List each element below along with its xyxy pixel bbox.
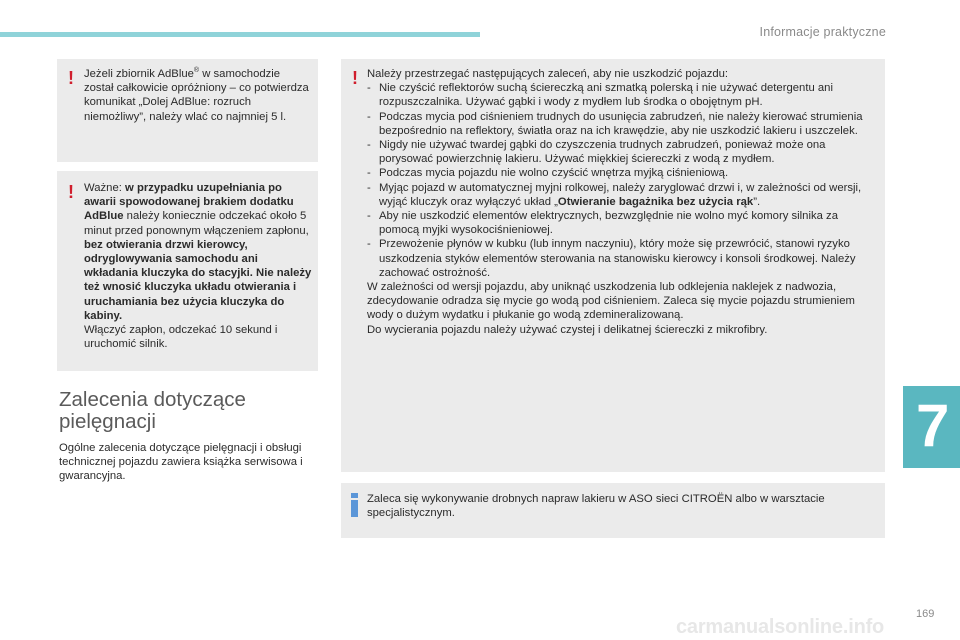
restart-instruction: Włączyć zapłon, odczekać 10 sekund i uruchomić silnik. (84, 324, 278, 351)
list-item: - Nigdy nie używać twardej gąbki do czyszczenia trudnych zabrudzeń, ponieważ może ona porysować powierzchnię lakieru. Używać miękkiej ściereczki z wodą z mydłem. (367, 139, 826, 166)
list-item: - Podczas mycia pojazdu nie wolno czyścić wnętrza myjką ciśnieniową. (367, 167, 729, 180)
list-item: - Nie czyścić reflektorów suchą ściereczką ani szmatką polerską i nie używać detergentu ani rozpuszczalnika. Używać gąbki i wody z mydłem lub środka o obojętnym pH. (367, 82, 833, 109)
page-number: 169 (916, 608, 935, 620)
registered-mark: ® (193, 67, 200, 75)
list-item: - Aby nie uszkodzić elementów elektrycznych, bezwzględnie nie wolno myć komory silnika za pomocą myjki wysokociśnieniowej. (367, 210, 838, 237)
chapter-title: Informacje praktyczne (759, 25, 886, 39)
warning-icon: ! (68, 182, 74, 202)
section-title: Zalecenia dotyczące pielęgnacji (59, 388, 246, 433)
watermark: carmanualsonline.info (676, 616, 885, 638)
list-item: - Przewożenie płynów w kubku (lub innym naczyniu), który może się przewrócić, stanowi ryzyko uszkodzenia styków elementów sterowania na stanowisku kierowcy i konsoli środkowej. Należy zachować ostrożność. (367, 238, 856, 279)
intro-text: Należy przestrzegać następujących zaleceń, aby nie uszkodzić pojazdu: (367, 68, 729, 80)
list-item: - Podczas mycia pod ciśnieniem trudnych do usunięcia zabrudzeń, nie należy kierować strumienia bezpośrednio na reflektory, światła oraz na ich krawędzie, aby nie uszkodzić lakieru i uszczelek. (367, 110, 863, 137)
warning-icon: ! (68, 68, 74, 88)
outro-text: W zależności od wersji pojazdu, aby uniknąć uszkodzenia lub odklejenia naklejek z nadwozia, zdecydowanie odradza się mycie go wodą pod ciśnieniem. Zaleca się mycie pojazdu strumieniem wody o dużym wydatku i płukanie go wodą zdemineralizowaną. (367, 281, 855, 322)
info-box-paint-repair (341, 483, 885, 538)
warning-text: Jeżeli zbiornik AdBlue® w samochodzie został całkowicie opróżniony – co potwierdza komunikat „Dolej AdBlue: rozruch niemożliwy”, należy wlać co najmniej 5 l. (84, 67, 309, 123)
chapter-number: 7 (916, 392, 950, 459)
care-recommendations-text (367, 67, 879, 337)
warning-box-adblue-restart (57, 171, 318, 371)
info-text: Zaleca się wykonywanie drobnych napraw lakieru w ASO sieci CITROËN albo w warsztacie specjalistycznym. (367, 493, 825, 520)
outro-text: Do wycierania pojazdu należy używać czystej i delikatnej ściereczki z mikrofibry. (367, 323, 768, 336)
chapter-tab (903, 386, 960, 468)
warning-text: Ważne: w przypadku uzupełniania po awarii spowodowanej brakiem dodatku AdBlue należy koniecznie odczekać około 5 minut przed ponownym włączeniem zapłonu, bez otwierania drzwi kierowcy, odryglowywania samochodu ani wkładania kluczyka do stacyjki. Nie należy też wnosić kluczyka układu otwierania i uruchamiania bez użycia kluczyka do kabiny. Włączyć zapłon, odczekać 10 sekund i uruchomić silnik. (84, 182, 312, 351)
section-body: Ogólne zalecenia dotyczące pielęgnacji i obsługi technicznej pojazdu zawiera książka serwisowa i gwarancyjna. (59, 442, 303, 483)
info-icon (350, 493, 359, 517)
warning-box-care-recommendations (341, 59, 885, 472)
header-accent-bar (0, 32, 480, 37)
warning-icon: ! (352, 68, 358, 88)
list-item: - Myjąc pojazd w automatycznej myjni rolkowej, należy zaryglować drzwi i, w zależności od wersji, wyjąć kluczyk oraz wyłączyć układ „Otwieranie bagażnika bez użycia rąk”. (367, 181, 862, 208)
warning-box-adblue-refill (57, 59, 318, 162)
